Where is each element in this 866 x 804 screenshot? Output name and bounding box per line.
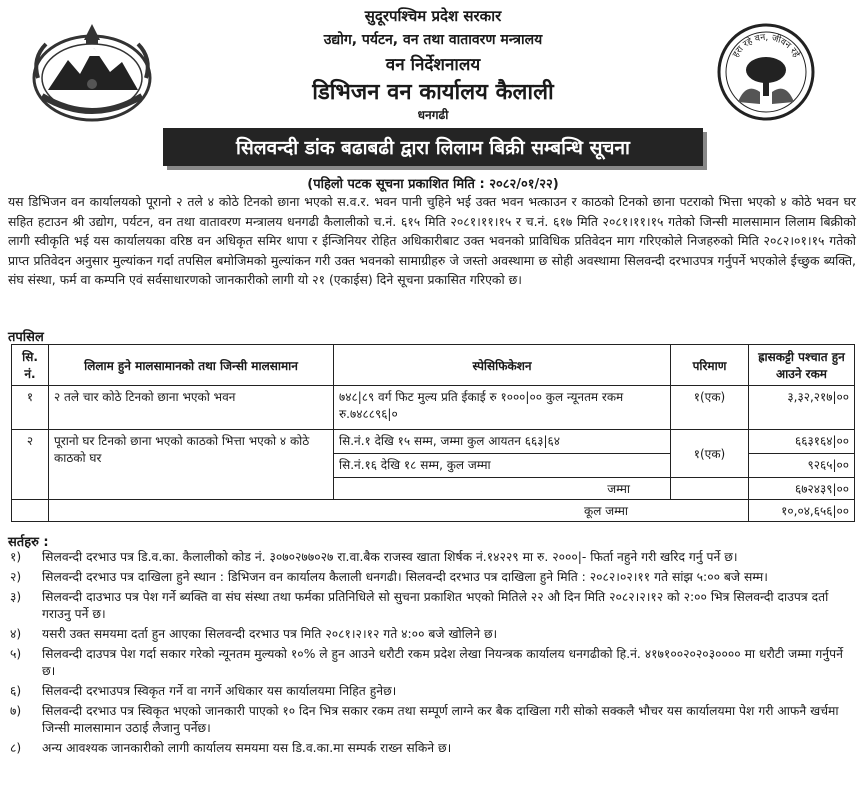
auction-items-table [11,344,855,522]
terms-heading: सर्तहरु : [8,535,49,550]
header-quantity: परिमाण [671,345,749,386]
row1-spec: ७४८|८९ वर्ग फिट मुल्य प्रति ईकाई रु १०००|०० कुल न्यूनतम रकम रु.७४८८९६|० [334,386,671,430]
list-item [10,569,856,586]
province-government: सुदूरपश्चिम प्रदेश सरकार [364,7,502,25]
term-text: सिलवन्दी दरभाउ पत्र दाखिला हुने स्थान : डिभिजन वन कार्यालय कैलाली धनगढी। सिलवन्दी दरभाउ पत्र दाखिला हुने मिति : २०८२।०२।११ गते सांझ ५:०० बजे सम्म। [42,570,768,584]
schedule-heading: तपसिल [8,330,44,345]
forest-department-logo-icon [716,22,816,122]
term-text: सिलवन्दी दाउपत्र पेश गर्दा सकार गरेको न्यूनतम मुल्यको १०% ले हुन आउने धरौटी रकम प्रदेश लेखा नियन्त्रक कार्यालय धनगढीको हि.नं. ४१७१००२०२०३०००० मा धरौटी जम्मा गर्नुपर्ने छ। [42,647,843,678]
header-sn: सि. नं. [12,345,49,386]
term-text: सिलवन्दी दरभाउपत्र स्विकृत गर्ने वा नगर्ने अधिकार यस कार्यालयमा निहित हुनेछ। [42,684,397,698]
row2-amount1: ६६३१६४|०० [749,430,855,454]
directorate-name: वन निर्देशनालय [385,55,481,75]
term-number: १) [10,550,22,564]
total-empty-sn [12,500,49,522]
table-header-row [12,345,855,386]
term-number: ५) [10,647,22,661]
header-amount: ह्रासकट्टी पश्चात हुन आउने रकम [749,345,855,386]
term-number: ८) [10,741,22,755]
notice-banner-title: सिलवन्दी डांक बढाबढी द्वारा लिलाम बिक्री सम्बन्धि सूचना [163,128,703,166]
term-number: २) [10,570,22,584]
list-item [10,626,856,643]
row1-amount: ३,३२,२१७|०० [749,386,855,430]
header-item: लिलाम हुने मालसामानको तथा जिन्सी मालसामान [49,345,334,386]
subtotal-empty [671,478,749,500]
list-item [10,549,856,566]
total-label: कूल जम्मा [49,500,749,522]
row2-spec1: सि.नं.१ देखि १५ सम्म, जम्मा कुल आयतन ६६३|६४ [334,430,671,454]
row1-item: २ तले चार कोठे टिनको छाना भएको भवन [49,386,334,430]
list-item [10,589,856,623]
term-number: ३) [10,590,22,604]
list-item [10,646,856,680]
row2-amount2: ९२६५|०० [749,454,855,478]
term-number: ४) [10,627,22,641]
term-text: अन्य आवश्यक जानकारीको लागी कार्यालय समयमा यस डि.व.का.मा सम्पर्क राख्न सकिने छ। [42,741,452,755]
term-text: यसरी उक्त समयमा दर्ता हुन आएका सिलवन्दी दरभाउ पत्र मिति २०८१।२।१२ गते ४:०० बजे खोलिने छ। [42,627,498,641]
total-value: १०,०४,६५६|०० [749,500,855,522]
office-name: डिभिजन वन कार्यालय कैलाली [312,80,554,105]
term-number: ६) [10,684,22,698]
list-item [10,683,856,700]
intro-paragraph: यस डिभिजन वन कार्यालयको पूरानो २ तले ४ कोठे टिनको छाना भएको स.व.र. भवन पानी चुहिने भई उक्त भवन भत्काउन र काठको टिनको छाना पटराको भित्ता भएको ४ कोठे भवन घर सहित हटाउन श्री उद्योग, पर्यटन, वन तथा वातावरण मन्त्रालय धनगढी कैलालीको च.नं. ६१५ मिति २०८१।११।१५ र च.नं. ६१७ मिति २०८१।११।१५ गतेको जिन्सी मालसामान लिलाम बिक्रीको लागी स्वीकृति भई यस कार्यालयका वरिष्ठ वन अधिकृत समिर थापा र ईन्जिनियर रोहित अधिकारीबाट उक्त भवनको प्राविधिक प्रतिवेदन माग गरिएकोले निजहरुको मिति २०८२।०१।१५ गतेको प्राप्त प्रतिवेदन अनुसार मुल्यांकन गर्दा तपसिल बमोजिमको मुल्यांकन गरी उक्त भवनको सामाग्रीहरु जे जस्तो अवस्थामा छ सोही अवस्थामा सिलवन्दी दरभाउपत्र गर्नुपर्ने भएकोले ईच्छुक ब्यक्ति, संघ संस्था, फर्म वा कम्पनि एवं सर्वसाधारणको जानकारीको लागी यो २१ (एकाईस) दिने सूचना प्रकासित गरिएको छ। [8,194,856,287]
table-row [12,430,855,454]
list-item [10,740,856,757]
terms-list [10,549,856,760]
header-spec: स्पेसिफिकेशन [334,345,671,386]
subtotal-value: ६७२४३९|०० [749,478,855,500]
ministry-name: उद्योग, पर्यटन, वन तथा वातावरण मन्त्रालय [323,32,543,48]
row2-spec2: सि.नं.१६ देखि १८ सम्म, कुल जम्मा [334,454,671,478]
table-row [12,386,855,430]
total-row [12,500,855,522]
row2-item: पूरानो घर टिनको छाना भएको काठको भित्ता भएको ४ कोठे काठको घर [49,430,334,500]
term-text: सिलवन्दी दरभाउ पत्र स्विकृत भएको जानकारी पाएको १० दिन भित्र सकार रकम तथा सम्पूर्ण लाग्ने कर बैक दाखिला गरी सोको सक्कलै भौचर यस कार्यालयमा पेश गरी आफनै खर्चमा जिन्सी मालसामान उठाई लैजानु पर्नेछ। [42,704,839,735]
office-location: धनगढी [417,108,449,122]
term-number: ७) [10,704,22,718]
row2-qty: १(एक) [671,430,749,478]
term-text: सिलवन्दी दाउभाउ पत्र पेश गर्ने ब्यक्ति वा संघ संस्था तथा फर्मका प्रतिनिधिले सो सुचना प्रकाशित भएको मितिले २२ औ दिन मिति २०८२।२।१२ को २:०० भित्र सिलवन्दी दाउपत्र दर्ता गराउनु पर्ने छ। [42,590,829,621]
row1-sn: १ [12,386,49,430]
list-item [10,703,856,737]
term-text: सिलवन्दी दरभाउ पत्र डि.व.का. कैलालीको कोड नं. ३०७०२७७०२७ रा.वा.बैक राजस्व खाता शिर्षक नं.१४२२९ मा रु. २०००|- फिर्ता नहुने गरी खरिद गर्नु पर्ने छ। [42,550,738,564]
forest-logo-text: हरा रहे वन, जीवन रहे [731,32,801,60]
subtotal-label: जम्मा [334,478,671,500]
notice-publish-date: (पहिलो पटक सूचना प्रकाशित मिति : २०८२/०१/२२) [307,177,559,192]
row1-qty: १(एक) [671,386,749,430]
row2-sn: २ [12,430,49,500]
